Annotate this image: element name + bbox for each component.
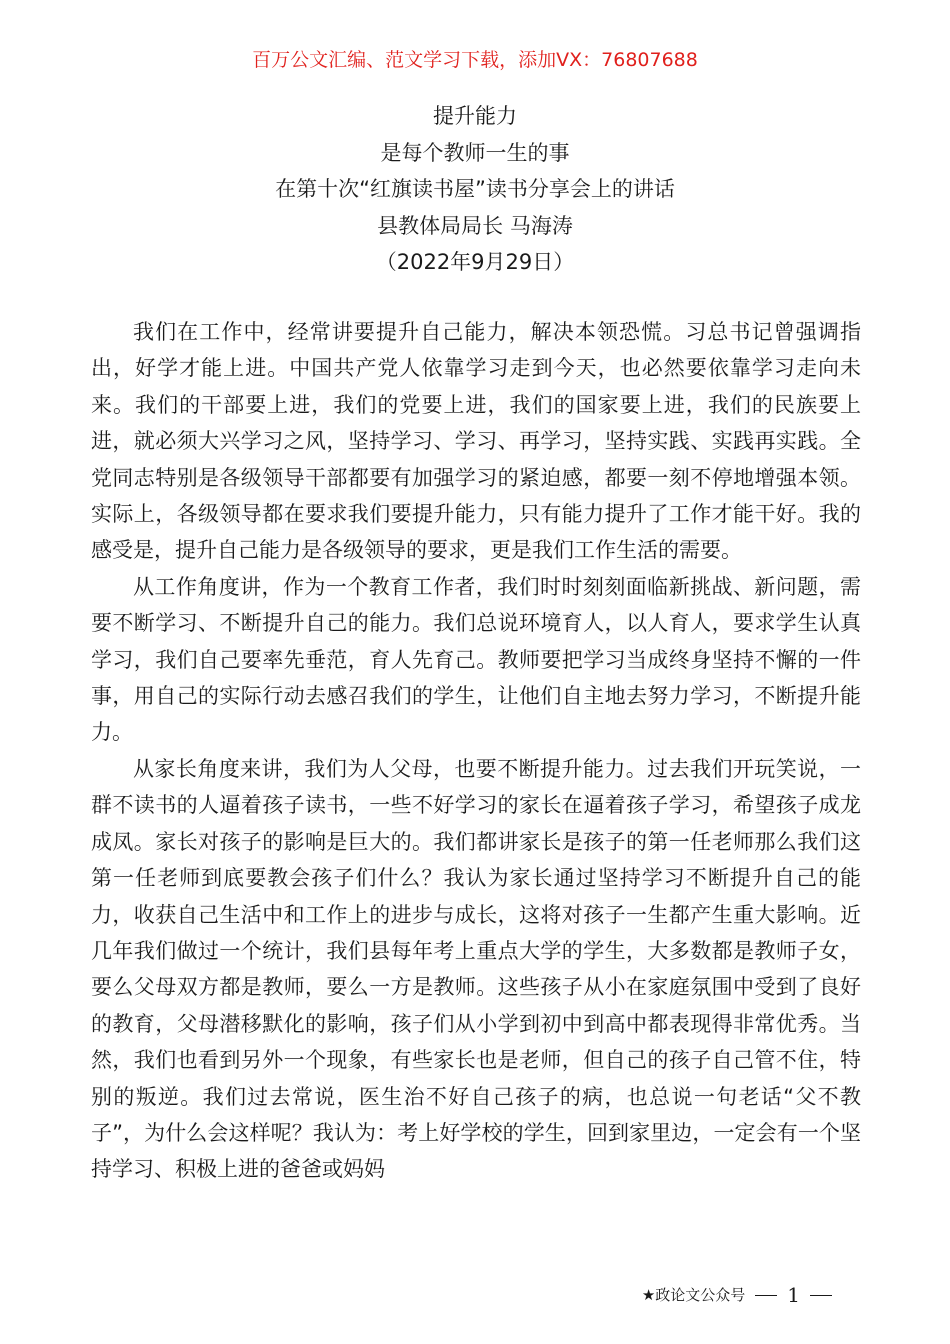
footer-source: ★政论文公众号 <box>641 1286 746 1304</box>
page-footer <box>642 1284 832 1306</box>
page-number: 1 <box>787 1283 800 1307</box>
article-body <box>91 314 861 1188</box>
subtitle: 是每个教师一生的事 <box>380 140 570 165</box>
paragraph: 从工作角度讲，作为一个教育工作者，我们时时刻刻面临新挑战、新问题，需要不断学习、不断提升自己的能力。我们总说环境育人，以人育人，要求学生认真学习，我们自己要率先垂范，育人先育己。教师要把学习当成终身坚持不懈的一件事，用自己的实际行动去感召我们的学生，让他们自主地去努力学习，不断提升能力。 <box>91 574 861 745</box>
paragraph: 从家长角度来讲，我们为人父母，也要不断提升能力。过去我们开玩笑说，一群不读书的人逼着孩子读书，一些不好学习的家长在逼着孩子学习，希望孩子成龙成凤。家长对孩子的影响是巨大的。我们都讲家长是孩子的第一任老师那么我们这第一任老师到底要教会孩子们什么？我认为家长通过坚持学习不断提升自己的能力，收获自己生活中和工作上的进步与成长，这将对孩子一生都产生重大影响。近几年我们做过一个统计，我们县每年考上重点大学的学生，大多数都是教师子女，要么父母双方都是教师，要么一方是教师。这些孩子从小在家庭氛围中受到了良好的教育，父母潜移默化的影响，孩子们从小学到初中到高中都表现得非常优秀。当然，我们也看到另外一个现象，有些家长也是老师，但自己的孩子自己管不住，特别的叛逆。我们过去常说，医生治不好自己孩子的病，也总说一句老话“父不教子”，为什么会这样呢？我认为：考上好学校的学生，回到家里边，一定会有一个坚持学习、积极上进的爸爸或妈妈 <box>91 756 861 1182</box>
title-block <box>0 98 950 281</box>
speaker-line: 县教体局局长 马海涛 <box>377 213 573 238</box>
main-title: 提升能力 <box>433 104 517 128</box>
footer-dash-left <box>755 1295 777 1296</box>
footer-dash-right <box>810 1295 832 1296</box>
date-line: （2022年9月29日） <box>375 250 575 274</box>
occasion-line: 在第十次“红旗读书屋”读书分享会上的讲话 <box>275 177 675 201</box>
banner-text: 百万公文汇编、范文学习下载，添加VX：76807688 <box>252 49 698 71</box>
paragraph: 我们在工作中，经常讲要提升自己能力，解决本领恐慌。习总书记曾强调指出，好学才能上进。中国共产党人依靠学习走到今天，也必然要依靠学习走向未来。我们的干部要上进，我们的党要上进，我们的国家要上进，我们的民族要上进，就必须大兴学习之风，坚持学习、学习、再学习，坚持实践、实践再实践。全党同志特别是各级领导干部都要有加强学习的紧迫感，都要一刻不停地增强本领。实际上，各级领导都在要求我们要提升能力，只有能力提升了工作才能干好。我的感受是，提升自己能力是各级领导的要求，更是我们工作生活的需要。 <box>91 320 861 563</box>
